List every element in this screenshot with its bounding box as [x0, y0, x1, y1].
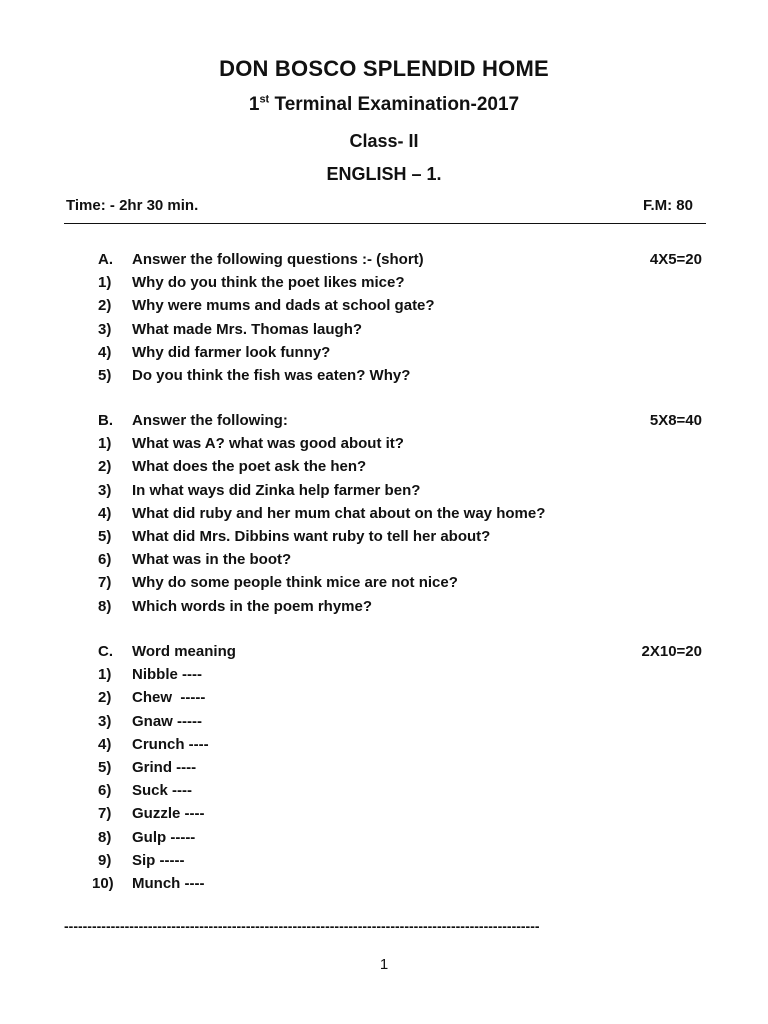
question-item	[0, 479, 768, 502]
word-item	[0, 802, 768, 825]
word-item	[0, 826, 768, 849]
exam-title-text: Terminal Examination-2017	[269, 94, 520, 115]
question-item	[0, 294, 768, 317]
question-number: 2)	[98, 458, 112, 476]
question-number: 8)	[98, 597, 112, 615]
question-item	[0, 271, 768, 294]
word-item	[0, 756, 768, 779]
question-item	[0, 502, 768, 525]
question-item	[0, 525, 768, 548]
section-heading	[0, 640, 768, 663]
section-b	[0, 409, 768, 618]
question-number: 4)	[98, 504, 112, 522]
time-allowed: Time: - 2hr 30 min.	[66, 197, 199, 214]
word-number: 6)	[98, 782, 112, 800]
footer-separator: ------------------------------------------------------------------------------------------------------	[64, 918, 540, 934]
class-label: Class- II	[349, 131, 419, 151]
question-text: In what ways did Zinka help farmer ben?	[132, 481, 421, 499]
word-item	[0, 710, 768, 733]
question-number: 7)	[98, 574, 112, 592]
word-number: 10)	[92, 874, 114, 892]
word-number: 8)	[98, 828, 112, 846]
question-number: 3)	[98, 320, 112, 338]
question-text: Why did farmer look funny?	[132, 343, 331, 361]
word-number: 1)	[98, 666, 112, 684]
word-number: 4)	[98, 735, 112, 753]
word-text: Gulp -----	[132, 828, 196, 846]
question-number: 1)	[98, 274, 112, 292]
question-number: 5)	[98, 527, 112, 545]
word-text: Grind ----	[132, 758, 197, 776]
word-text: Suck ----	[132, 782, 192, 800]
subject-label: ENGLISH – 1.	[326, 164, 442, 184]
word-item	[0, 686, 768, 709]
question-item	[0, 571, 768, 594]
question-item	[0, 318, 768, 341]
word-number: 2)	[98, 689, 112, 707]
section-c	[0, 640, 768, 895]
header-divider	[64, 223, 706, 224]
word-number: 5)	[98, 758, 112, 776]
section-heading	[0, 248, 768, 271]
word-number: 3)	[98, 712, 112, 730]
section-label: A.	[98, 251, 113, 268]
word-item	[0, 849, 768, 872]
word-text: Crunch ----	[132, 735, 209, 753]
question-item	[0, 455, 768, 478]
word-text: Guzzle ----	[132, 805, 205, 823]
question-number: 3)	[98, 481, 112, 499]
section-marks: 5X8=40	[649, 412, 702, 429]
question-item	[0, 595, 768, 618]
question-text: Which words in the poem rhyme?	[132, 597, 373, 615]
page-number: 1	[379, 956, 389, 973]
question-text: Why were mums and dads at school gate?	[132, 297, 435, 315]
question-text: Why do you think the poet likes mice?	[132, 274, 405, 292]
question-item	[0, 341, 768, 364]
section-title: Answer the following questions :- (short)	[132, 251, 424, 268]
question-text: What does the poet ask the hen?	[132, 458, 367, 476]
word-text: Chew -----	[132, 689, 206, 707]
section-title: Word meaning	[132, 643, 236, 660]
question-number: 4)	[98, 343, 112, 361]
question-text: What was A? what was good about it?	[132, 435, 404, 453]
section-a	[0, 248, 768, 387]
word-text: Munch ----	[132, 874, 205, 892]
exam-ordinal: 1	[248, 94, 260, 115]
section-marks: 2X10=20	[641, 643, 702, 660]
word-item	[0, 733, 768, 756]
question-number: 5)	[98, 366, 112, 384]
word-item	[0, 872, 768, 895]
full-marks: F.M: 80	[642, 197, 693, 214]
word-text: Nibble ----	[132, 666, 202, 684]
question-item	[0, 364, 768, 387]
question-item	[0, 548, 768, 571]
exam-title	[0, 94, 768, 116]
question-text: Do you think the fish was eaten? Why?	[132, 366, 411, 384]
question-number: 2)	[98, 297, 112, 315]
word-item	[0, 663, 768, 686]
word-item	[0, 779, 768, 802]
section-label: C.	[98, 643, 113, 660]
word-number: 9)	[98, 851, 112, 869]
word-text: Gnaw -----	[132, 712, 202, 730]
word-number: 7)	[98, 805, 112, 823]
question-text: Why do some people think mice are not nice?	[132, 574, 458, 592]
section-title: Answer the following:	[132, 412, 288, 429]
section-marks: 4X5=20	[649, 251, 702, 268]
exam-ordinal-suffix: st	[259, 93, 270, 106]
section-heading	[0, 409, 768, 432]
question-text: What made Mrs. Thomas laugh?	[132, 320, 363, 338]
word-text: Sip -----	[132, 851, 185, 869]
school-name: DON BOSCO SPLENDID HOME	[219, 56, 549, 81]
question-number: 6)	[98, 551, 112, 569]
section-label: B.	[98, 412, 113, 429]
question-number: 1)	[98, 435, 112, 453]
question-text: What did ruby and her mum chat about on the way home?	[132, 504, 546, 522]
question-text: What was in the boot?	[132, 551, 292, 569]
question-text: What did Mrs. Dibbins want ruby to tell her about?	[132, 527, 491, 545]
question-item	[0, 432, 768, 455]
